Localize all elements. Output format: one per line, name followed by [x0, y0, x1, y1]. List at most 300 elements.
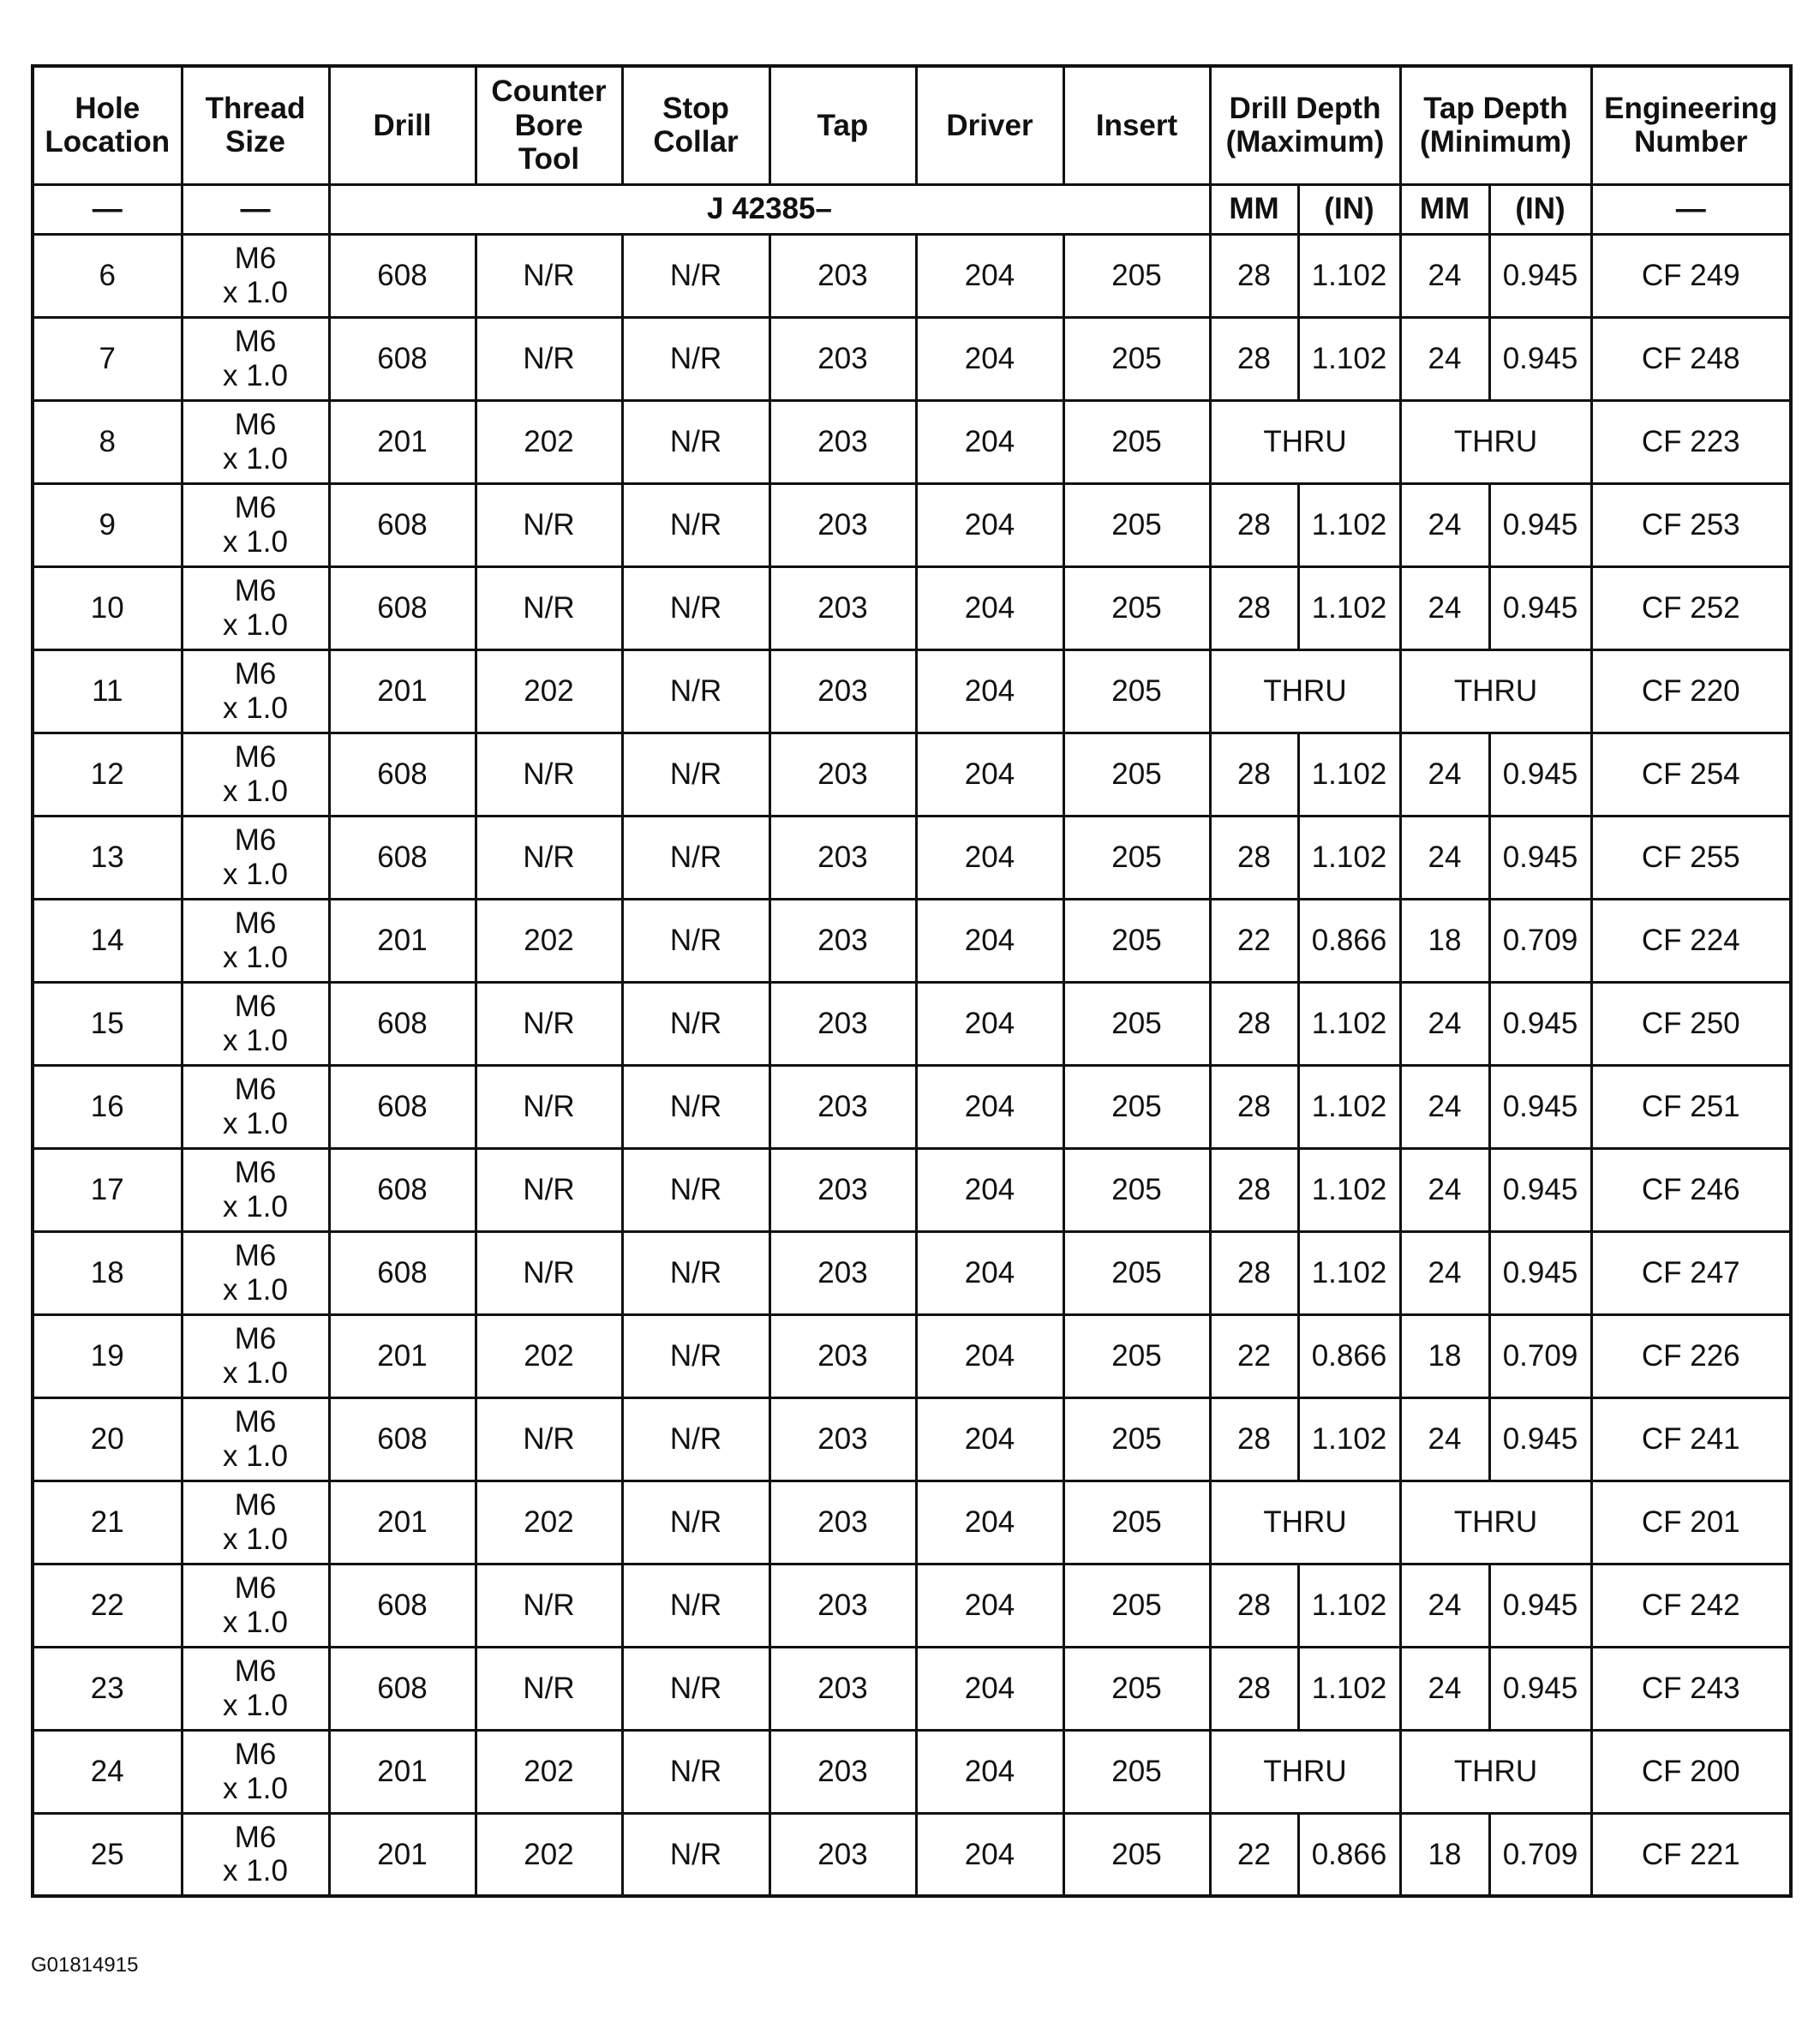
cell-insert: 205: [1063, 1397, 1210, 1481]
cell-stop-collar: N/R: [622, 649, 769, 733]
thread-line: x 1.0: [223, 607, 288, 642]
cell-tap: 203: [769, 566, 916, 649]
table-row: [33, 317, 1791, 400]
cell-drill-depth-in: 1.102: [1298, 1564, 1400, 1647]
thread-line: x 1.0: [223, 857, 288, 891]
cell-counter-bore-tool: N/R: [476, 982, 622, 1065]
cell-tap-depth-mm: 24: [1400, 317, 1489, 400]
thread-line: M6: [234, 574, 277, 608]
cell-drill: 608: [329, 816, 476, 899]
cell-counter-bore-tool: 202: [476, 1314, 622, 1397]
cell-tap-depth-thru: THRU: [1400, 649, 1591, 733]
cell-tap: 203: [769, 1481, 916, 1564]
cell-driver: 204: [916, 1148, 1063, 1231]
col-header-engineering-number: [1591, 66, 1791, 184]
cell-engineering-number: CF 220: [1591, 649, 1791, 733]
thread-line: x 1.0: [223, 275, 288, 309]
cell-hole-location: 15: [33, 982, 182, 1065]
thread-line: M6: [234, 1156, 277, 1190]
cell-thread-size: [182, 982, 329, 1065]
cell-stop-collar: N/R: [622, 1481, 769, 1564]
table-row: [33, 1813, 1791, 1896]
thread-line: x 1.0: [223, 524, 288, 559]
cell-drill-depth-mm: 28: [1210, 982, 1298, 1065]
cell-tap-depth-mm: 24: [1400, 566, 1489, 649]
cell-driver: 204: [916, 899, 1063, 982]
cell-tap-depth-in: 0.945: [1489, 1065, 1591, 1148]
table-row: [33, 982, 1791, 1065]
table-row: [33, 1564, 1791, 1647]
cell-engineering-number: CF 255: [1591, 816, 1791, 899]
cell-drill: 201: [329, 649, 476, 733]
cell-insert: 205: [1063, 483, 1210, 566]
cell-drill-depth-mm: 22: [1210, 899, 1298, 982]
cell-tap-depth-mm: 24: [1400, 1065, 1489, 1148]
cell-engineering-number: CF 249: [1591, 234, 1791, 317]
cell-hole-location: 25: [33, 1813, 182, 1896]
cell-driver: 204: [916, 483, 1063, 566]
header-line: Stop: [662, 92, 729, 126]
cell-tap: 203: [769, 483, 916, 566]
cell-thread-size: [182, 1397, 329, 1481]
cell-tap-depth-mm: 24: [1400, 1231, 1489, 1314]
cell-engineering-number: CF 248: [1591, 317, 1791, 400]
cell-tap: 203: [769, 234, 916, 317]
cell-driver: 204: [916, 400, 1063, 483]
thread-line: x 1.0: [223, 1605, 288, 1639]
cell-stop-collar: N/R: [622, 1314, 769, 1397]
cell-tap-depth-thru: THRU: [1400, 400, 1591, 483]
cell-tap-depth-mm: 24: [1400, 733, 1489, 816]
cell-drill: 201: [329, 1481, 476, 1564]
cell-thread-size: [182, 566, 329, 649]
cell-hole-location: 20: [33, 1397, 182, 1481]
cell-driver: 204: [916, 1647, 1063, 1730]
cell-hole-location: 21: [33, 1481, 182, 1564]
cell-drill: 201: [329, 1314, 476, 1397]
cell-drill-depth-mm: 28: [1210, 1148, 1298, 1231]
cell-driver: 204: [916, 1813, 1063, 1896]
cell-thread-size: [182, 483, 329, 566]
cell-drill-depth-in: 1.102: [1298, 1065, 1400, 1148]
cell-tap-depth-mm: 18: [1400, 1314, 1489, 1397]
cell-tap: 203: [769, 733, 916, 816]
thread-line: x 1.0: [223, 441, 288, 476]
table-row: [33, 816, 1791, 899]
cell-drill: 608: [329, 733, 476, 816]
cell-drill-depth-in: 1.102: [1298, 1647, 1400, 1730]
cell-counter-bore-tool: N/R: [476, 816, 622, 899]
table-row: [33, 1730, 1791, 1813]
cell-thread-size: [182, 1481, 329, 1564]
cell-stop-collar: N/R: [622, 1564, 769, 1647]
cell-engineering-number: CF 242: [1591, 1564, 1791, 1647]
cell-driver: 204: [916, 234, 1063, 317]
thread-line: x 1.0: [223, 1023, 288, 1057]
cell-drill-depth-in: 0.866: [1298, 1314, 1400, 1397]
cell-tap: 203: [769, 1397, 916, 1481]
thread-line: M6: [234, 1488, 277, 1523]
cell-driver: 204: [916, 1481, 1063, 1564]
subheader-drill-in: (IN): [1298, 184, 1400, 234]
subheader-tool-prefix: J 42385–: [329, 184, 1210, 234]
thread-line: M6: [234, 906, 277, 941]
cell-tap-depth-mm: 24: [1400, 234, 1489, 317]
header-line: Bore: [514, 108, 584, 142]
cell-counter-bore-tool: 202: [476, 1730, 622, 1813]
cell-counter-bore-tool: 202: [476, 1813, 622, 1896]
cell-engineering-number: CF 223: [1591, 400, 1791, 483]
subheader-drill-mm: MM: [1210, 184, 1298, 234]
table-row: [33, 1231, 1791, 1314]
cell-stop-collar: N/R: [622, 733, 769, 816]
cell-hole-location: 6: [33, 234, 182, 317]
header-row: [33, 66, 1791, 184]
cell-insert: 205: [1063, 1647, 1210, 1730]
subheader-eng-dash: —: [1591, 184, 1791, 234]
cell-insert: 205: [1063, 1564, 1210, 1647]
header-line: Tool: [518, 141, 580, 176]
table-row: [33, 1397, 1791, 1481]
cell-drill: 608: [329, 1564, 476, 1647]
header-line: Number: [1634, 125, 1748, 159]
cell-tap-depth-in: 0.709: [1489, 899, 1591, 982]
col-header-hole-location: [33, 66, 182, 184]
cell-counter-bore-tool: 202: [476, 649, 622, 733]
cell-tap: 203: [769, 899, 916, 982]
thread-line: x 1.0: [223, 1272, 288, 1307]
cell-counter-bore-tool: N/R: [476, 1647, 622, 1730]
thread-line: M6: [234, 491, 277, 525]
header-line: Engineering: [1604, 92, 1778, 126]
col-header-counter-bore-tool: [476, 66, 622, 184]
thread-line: x 1.0: [223, 1854, 288, 1888]
cell-stop-collar: N/R: [622, 1730, 769, 1813]
thread-line: x 1.0: [223, 1106, 288, 1140]
cell-engineering-number: CF 200: [1591, 1730, 1791, 1813]
cell-insert: 205: [1063, 982, 1210, 1065]
thread-line: M6: [234, 1654, 277, 1689]
table-row: [33, 1148, 1791, 1231]
cell-thread-size: [182, 317, 329, 400]
cell-drill: 608: [329, 566, 476, 649]
header-line: Tap Depth: [1423, 92, 1568, 126]
header-line: Drill Depth: [1229, 92, 1381, 126]
table-row: [33, 1481, 1791, 1564]
cell-engineering-number: CF 251: [1591, 1065, 1791, 1148]
cell-insert: 205: [1063, 400, 1210, 483]
cell-tap-depth-in: 0.709: [1489, 1314, 1591, 1397]
cell-hole-location: 10: [33, 566, 182, 649]
cell-insert: 205: [1063, 566, 1210, 649]
cell-tap: 203: [769, 1314, 916, 1397]
cell-drill-depth-in: 1.102: [1298, 566, 1400, 649]
cell-drill-depth-mm: 22: [1210, 1314, 1298, 1397]
cell-drill-depth-mm: 22: [1210, 1813, 1298, 1896]
cell-drill-depth-in: 1.102: [1298, 733, 1400, 816]
cell-tap-depth-mm: 24: [1400, 1397, 1489, 1481]
header-line: (Maximum): [1225, 125, 1385, 159]
col-header-tap-depth: [1400, 66, 1591, 184]
cell-driver: 204: [916, 649, 1063, 733]
thread-line: x 1.0: [223, 774, 288, 808]
thread-line: M6: [234, 657, 277, 691]
cell-hole-location: 18: [33, 1231, 182, 1314]
table-row: [33, 483, 1791, 566]
header-line: Counter: [491, 75, 607, 109]
cell-insert: 205: [1063, 733, 1210, 816]
cell-tap-depth-mm: 18: [1400, 899, 1489, 982]
col-header-thread-size: [182, 66, 329, 184]
cell-tap-depth-in: 0.945: [1489, 483, 1591, 566]
cell-thread-size: [182, 649, 329, 733]
cell-counter-bore-tool: N/R: [476, 234, 622, 317]
thread-line: M6: [234, 242, 277, 276]
cell-counter-bore-tool: 202: [476, 1481, 622, 1564]
cell-drill: 608: [329, 1148, 476, 1231]
cell-hole-location: 23: [33, 1647, 182, 1730]
thread-line: M6: [234, 740, 277, 775]
cell-drill-depth-mm: 28: [1210, 234, 1298, 317]
cell-hole-location: 14: [33, 899, 182, 982]
cell-hole-location: 13: [33, 816, 182, 899]
cell-tap: 203: [769, 317, 916, 400]
cell-engineering-number: CF 243: [1591, 1647, 1791, 1730]
cell-thread-size: [182, 234, 329, 317]
cell-tap-depth-in: 0.945: [1489, 1647, 1591, 1730]
thread-line: M6: [234, 408, 277, 442]
cell-tap-depth-in: 0.945: [1489, 982, 1591, 1065]
cell-stop-collar: N/R: [622, 566, 769, 649]
cell-insert: 205: [1063, 1314, 1210, 1397]
table-row: [33, 566, 1791, 649]
cell-stop-collar: N/R: [622, 1647, 769, 1730]
cell-tap: 203: [769, 1065, 916, 1148]
cell-driver: 204: [916, 1065, 1063, 1148]
col-header-driver: Driver: [916, 66, 1063, 184]
cell-hole-location: 17: [33, 1148, 182, 1231]
cell-drill-depth-mm: 28: [1210, 483, 1298, 566]
cell-tap-depth-thru: THRU: [1400, 1481, 1591, 1564]
thread-line: M6: [234, 1821, 277, 1855]
cell-tap-depth-in: 0.945: [1489, 1564, 1591, 1647]
cell-thread-size: [182, 1314, 329, 1397]
cell-engineering-number: CF 252: [1591, 566, 1791, 649]
cell-drill: 608: [329, 1397, 476, 1481]
cell-tap-depth-in: 0.945: [1489, 317, 1591, 400]
cell-tap: 203: [769, 1231, 916, 1314]
cell-tap: 203: [769, 1564, 916, 1647]
cell-thread-size: [182, 733, 329, 816]
cell-tap: 203: [769, 649, 916, 733]
cell-drill-depth-mm: 28: [1210, 566, 1298, 649]
cell-stop-collar: N/R: [622, 1148, 769, 1231]
cell-counter-bore-tool: N/R: [476, 1231, 622, 1314]
cell-stop-collar: N/R: [622, 234, 769, 317]
cell-tap-depth-thru: THRU: [1400, 1730, 1591, 1813]
cell-stop-collar: N/R: [622, 317, 769, 400]
cell-tap: 203: [769, 1730, 916, 1813]
cell-tap: 203: [769, 1148, 916, 1231]
col-header-stop-collar: [622, 66, 769, 184]
header-line: Location: [45, 125, 171, 159]
cell-hole-location: 11: [33, 649, 182, 733]
cell-drill: 608: [329, 234, 476, 317]
cell-engineering-number: CF 254: [1591, 733, 1791, 816]
thread-line: M6: [234, 325, 277, 359]
cell-tap-depth-in: 0.945: [1489, 733, 1591, 816]
cell-drill-depth-in: 1.102: [1298, 982, 1400, 1065]
subheader-tap-mm: MM: [1400, 184, 1489, 234]
col-header-drill: Drill: [329, 66, 476, 184]
cell-drill-depth-thru: THRU: [1210, 1481, 1400, 1564]
cell-thread-size: [182, 400, 329, 483]
cell-tap-depth-in: 0.945: [1489, 816, 1591, 899]
cell-tap-depth-mm: 24: [1400, 483, 1489, 566]
subheader-row: [33, 184, 1791, 234]
hole-spec-table: [31, 64, 1793, 1898]
cell-drill: 608: [329, 982, 476, 1065]
cell-engineering-number: CF 250: [1591, 982, 1791, 1065]
subheader-hole-dash: —: [33, 184, 182, 234]
cell-tap-depth-mm: 24: [1400, 1647, 1489, 1730]
table-body: [33, 234, 1791, 1896]
cell-tap-depth-mm: 24: [1400, 816, 1489, 899]
cell-counter-bore-tool: 202: [476, 899, 622, 982]
cell-drill: 608: [329, 483, 476, 566]
thread-line: x 1.0: [223, 1522, 288, 1556]
cell-tap: 203: [769, 816, 916, 899]
cell-driver: 204: [916, 566, 1063, 649]
thread-line: x 1.0: [223, 691, 288, 725]
thread-line: M6: [234, 823, 277, 858]
cell-insert: 205: [1063, 1813, 1210, 1896]
cell-stop-collar: N/R: [622, 1397, 769, 1481]
header-line: (Minimum): [1420, 125, 1572, 159]
cell-thread-size: [182, 1730, 329, 1813]
thread-line: x 1.0: [223, 1771, 288, 1805]
cell-tap-depth-in: 0.945: [1489, 1397, 1591, 1481]
cell-driver: 204: [916, 733, 1063, 816]
cell-driver: 204: [916, 1564, 1063, 1647]
cell-drill: 608: [329, 1231, 476, 1314]
cell-tap-depth-in: 0.945: [1489, 1231, 1591, 1314]
cell-thread-size: [182, 816, 329, 899]
cell-drill-depth-mm: 28: [1210, 1647, 1298, 1730]
cell-stop-collar: N/R: [622, 1231, 769, 1314]
col-header-drill-depth: [1210, 66, 1400, 184]
cell-drill: 201: [329, 899, 476, 982]
cell-counter-bore-tool: N/R: [476, 317, 622, 400]
table-row: [33, 1314, 1791, 1397]
col-header-tap: Tap: [769, 66, 916, 184]
cell-tap-depth-mm: 24: [1400, 1148, 1489, 1231]
cell-drill-depth-in: 1.102: [1298, 483, 1400, 566]
thread-line: M6: [234, 1405, 277, 1439]
cell-drill: 608: [329, 317, 476, 400]
cell-drill-depth-mm: 28: [1210, 816, 1298, 899]
cell-tap: 203: [769, 982, 916, 1065]
cell-driver: 204: [916, 982, 1063, 1065]
cell-thread-size: [182, 1647, 329, 1730]
cell-counter-bore-tool: N/R: [476, 1148, 622, 1231]
thread-line: M6: [234, 1571, 277, 1606]
cell-insert: 205: [1063, 899, 1210, 982]
cell-driver: 204: [916, 1730, 1063, 1813]
cell-counter-bore-tool: 202: [476, 400, 622, 483]
cell-counter-bore-tool: N/R: [476, 1065, 622, 1148]
table-row: [33, 1065, 1791, 1148]
cell-insert: 205: [1063, 649, 1210, 733]
cell-engineering-number: CF 247: [1591, 1231, 1791, 1314]
cell-thread-size: [182, 1065, 329, 1148]
cell-thread-size: [182, 1148, 329, 1231]
cell-drill-depth-mm: 28: [1210, 1065, 1298, 1148]
header-line: Collar: [653, 125, 739, 159]
header-line: Thread: [205, 92, 306, 126]
cell-drill-depth-thru: THRU: [1210, 1730, 1400, 1813]
cell-drill-depth-in: 1.102: [1298, 1397, 1400, 1481]
cell-stop-collar: N/R: [622, 899, 769, 982]
cell-counter-bore-tool: N/R: [476, 566, 622, 649]
cell-driver: 204: [916, 1314, 1063, 1397]
cell-hole-location: 12: [33, 733, 182, 816]
header-line: Size: [225, 125, 286, 159]
table-row: [33, 234, 1791, 317]
cell-drill-depth-mm: 28: [1210, 1231, 1298, 1314]
cell-driver: 204: [916, 1397, 1063, 1481]
cell-counter-bore-tool: N/R: [476, 733, 622, 816]
cell-thread-size: [182, 1813, 329, 1896]
cell-drill-depth-mm: 28: [1210, 1397, 1298, 1481]
thread-line: x 1.0: [223, 358, 288, 392]
cell-drill: 201: [329, 1730, 476, 1813]
col-header-insert: Insert: [1063, 66, 1210, 184]
table-row: [33, 400, 1791, 483]
cell-thread-size: [182, 899, 329, 982]
thread-line: M6: [234, 1239, 277, 1273]
cell-tap-depth-in: 0.945: [1489, 234, 1591, 317]
cell-drill-depth-mm: 28: [1210, 317, 1298, 400]
thread-line: x 1.0: [223, 940, 288, 974]
table-row: [33, 733, 1791, 816]
subheader-tap-in: (IN): [1489, 184, 1591, 234]
cell-insert: 205: [1063, 1231, 1210, 1314]
cell-hole-location: 16: [33, 1065, 182, 1148]
cell-drill-depth-in: 1.102: [1298, 1231, 1400, 1314]
cell-insert: 205: [1063, 317, 1210, 400]
cell-thread-size: [182, 1231, 329, 1314]
table-row: [33, 899, 1791, 982]
cell-drill-depth-in: 1.102: [1298, 234, 1400, 317]
cell-tap: 203: [769, 400, 916, 483]
cell-stop-collar: N/R: [622, 400, 769, 483]
cell-engineering-number: CF 224: [1591, 899, 1791, 982]
header-line: Hole: [75, 92, 141, 126]
cell-hole-location: 24: [33, 1730, 182, 1813]
cell-drill: 608: [329, 1065, 476, 1148]
cell-drill-depth-thru: THRU: [1210, 649, 1400, 733]
cell-drill-depth-thru: THRU: [1210, 400, 1400, 483]
thread-line: M6: [234, 1738, 277, 1772]
cell-drill-depth-in: 1.102: [1298, 816, 1400, 899]
cell-engineering-number: CF 221: [1591, 1813, 1791, 1896]
cell-counter-bore-tool: N/R: [476, 1397, 622, 1481]
thread-line: x 1.0: [223, 1439, 288, 1473]
cell-tap: 203: [769, 1647, 916, 1730]
cell-drill-depth-in: 1.102: [1298, 317, 1400, 400]
thread-line: x 1.0: [223, 1355, 288, 1390]
